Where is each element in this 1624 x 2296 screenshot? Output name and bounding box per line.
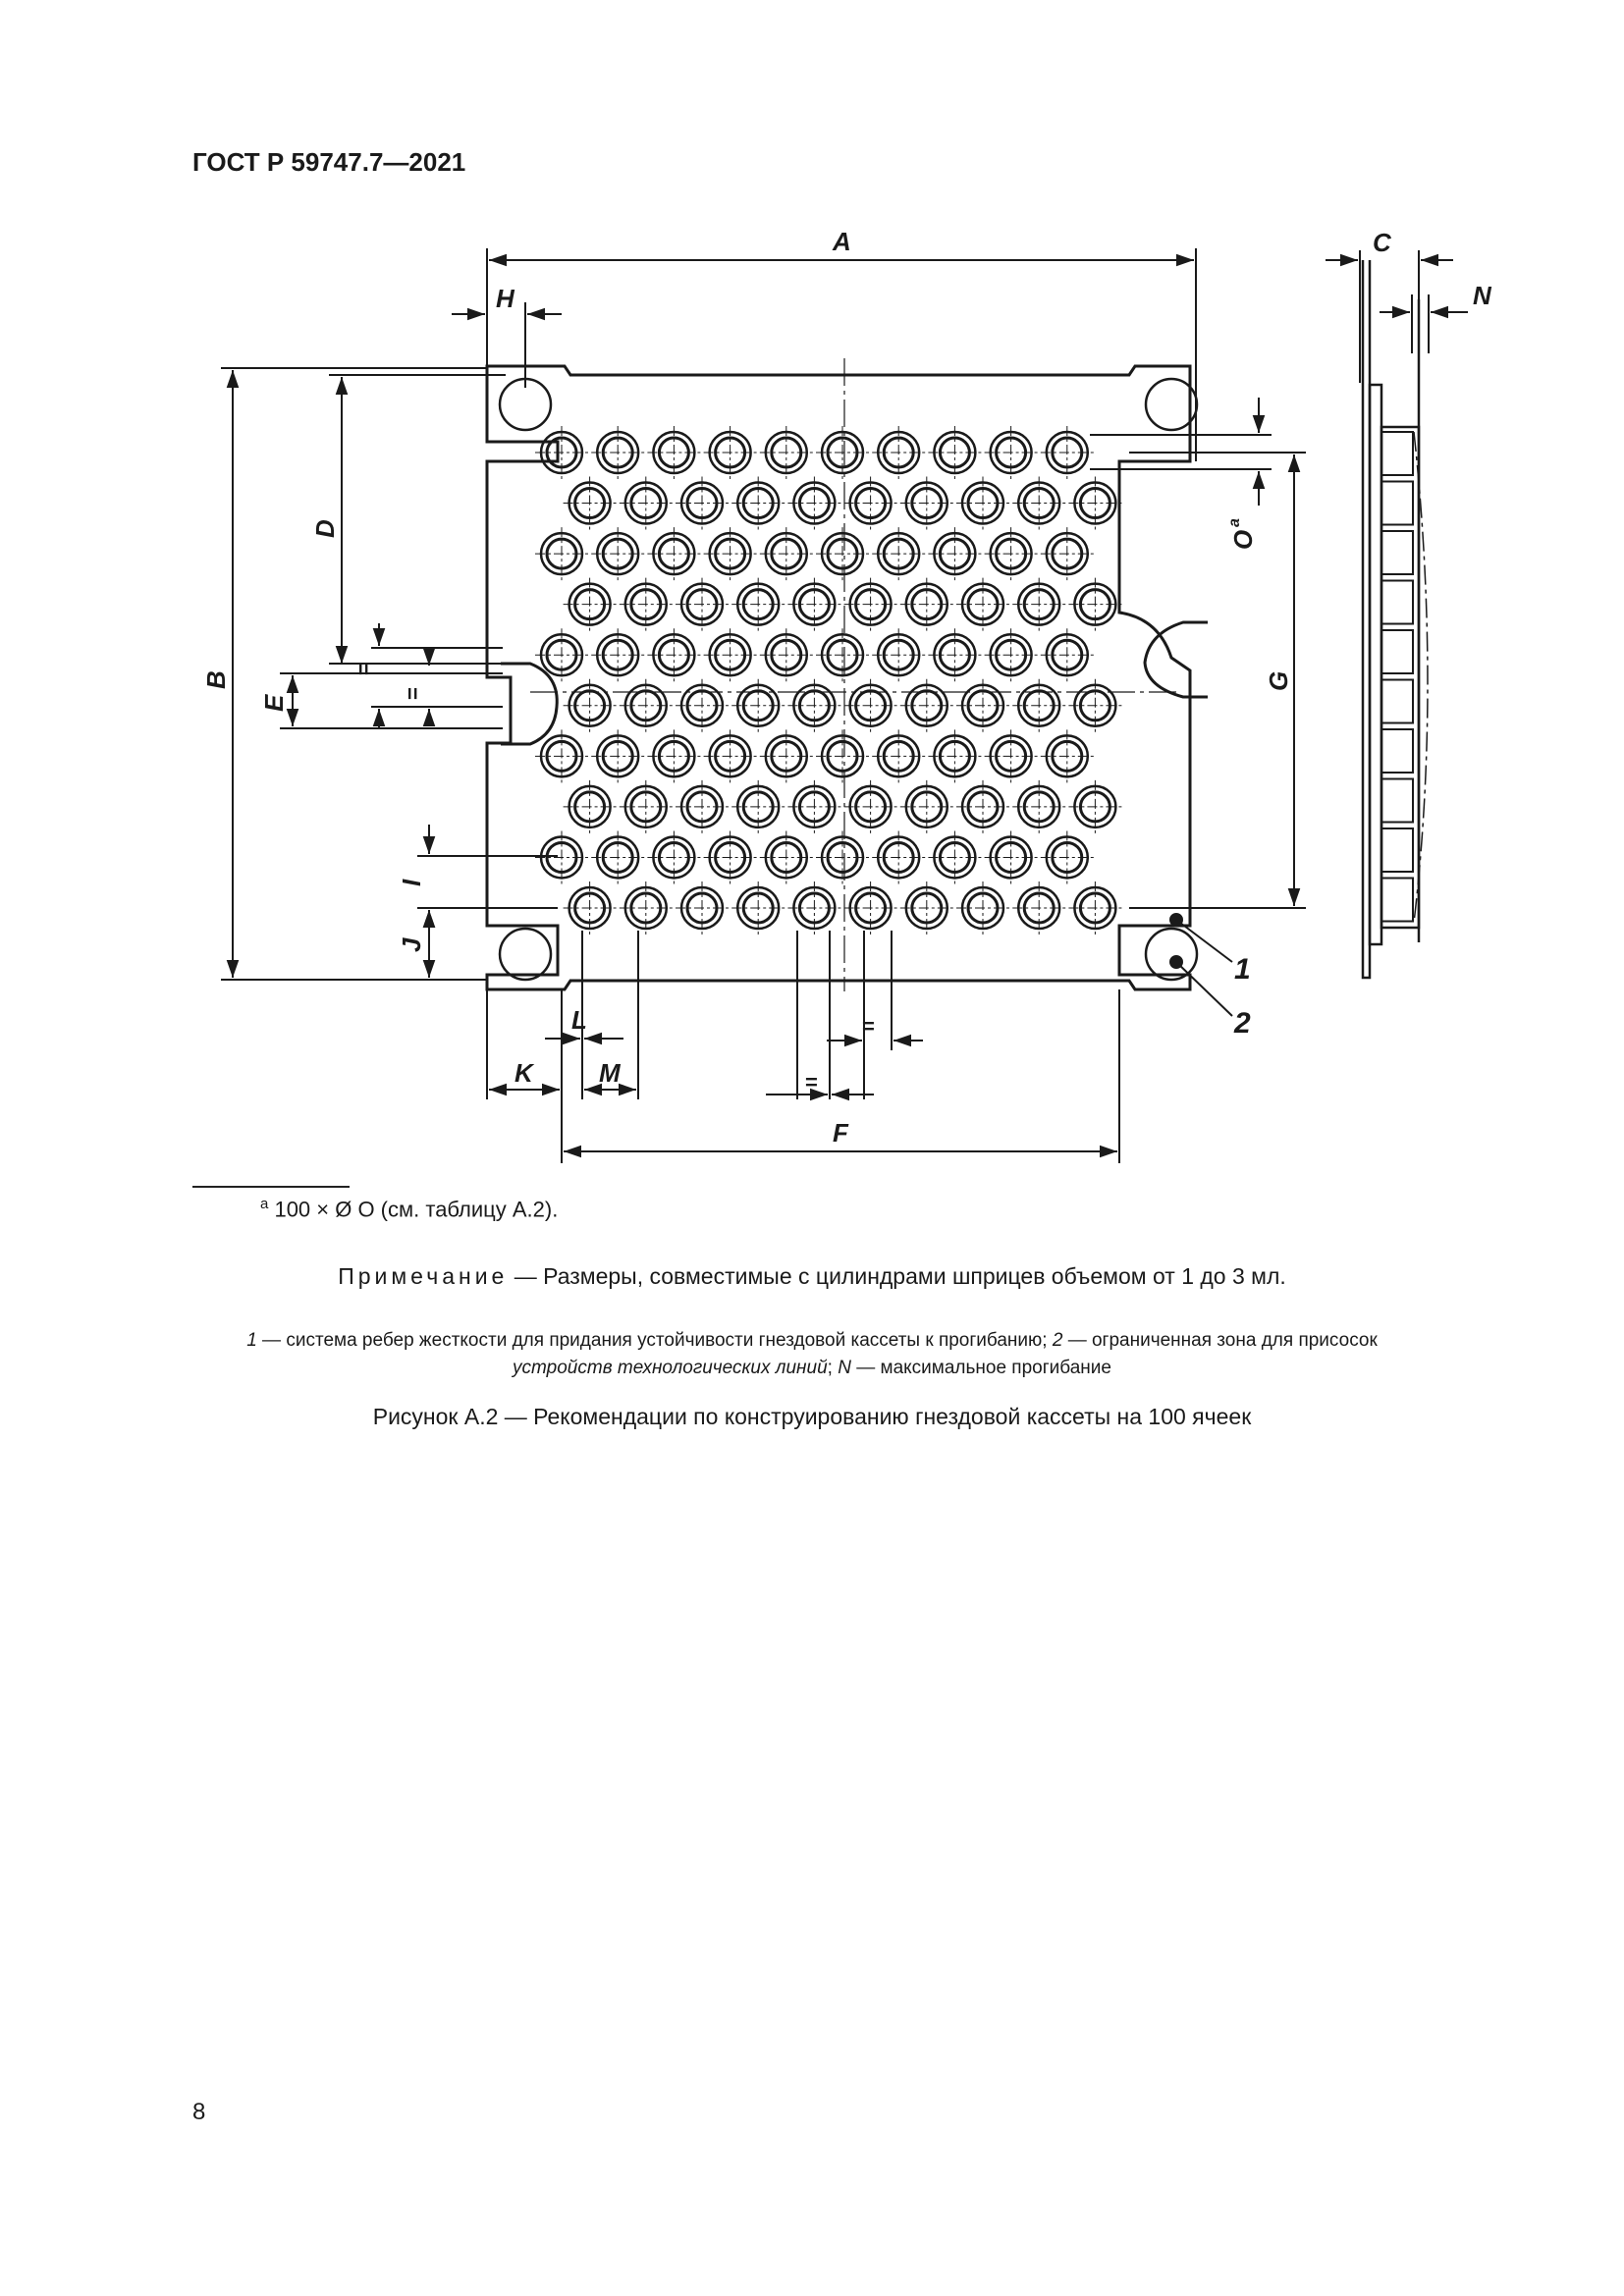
- nest-cell: [591, 729, 644, 782]
- nest-cell: [704, 729, 757, 782]
- nest-cell: [647, 628, 700, 681]
- document-header: ГОСТ Р 59747.7—2021: [192, 147, 466, 177]
- nest-cell: [704, 830, 757, 883]
- nest-cell: [928, 729, 981, 782]
- nest-cell: [956, 679, 1009, 732]
- nest-cell: [928, 527, 981, 580]
- figure-legend: [147, 1327, 1477, 1382]
- side-view-cell: [1381, 680, 1413, 723]
- nest-cell: [535, 628, 588, 681]
- label-g: G: [1264, 670, 1293, 691]
- nest-cell: [647, 729, 700, 782]
- nest-cell: [787, 780, 840, 833]
- nest-cell: [1068, 578, 1121, 631]
- dim-e: [280, 673, 503, 728]
- nest-cell: [760, 426, 813, 479]
- nest-cell: [731, 578, 785, 631]
- note: [0, 1263, 1624, 1290]
- side-view-cell: [1381, 432, 1413, 475]
- side-view-cell: [1381, 581, 1413, 624]
- nest-cell: [872, 628, 925, 681]
- nest-cell: [704, 527, 757, 580]
- label-o: O: [1228, 529, 1258, 550]
- nest-cell: [816, 729, 869, 782]
- nest-cell: [956, 881, 1009, 934]
- nest-cell: [1041, 426, 1094, 479]
- footnote-text: 100 × Ø O (см. таблицу А.2).: [268, 1197, 559, 1222]
- callout-2: 2: [1234, 1007, 1251, 1040]
- nest-cell: [1068, 881, 1121, 934]
- nest-cell: [535, 527, 588, 580]
- side-view-cells: [1381, 432, 1413, 922]
- nest-cell: [985, 830, 1038, 883]
- nest-cell: [985, 527, 1038, 580]
- nest-cell: [591, 830, 644, 883]
- nest-cell: [1068, 679, 1121, 732]
- side-view-cell: [1381, 531, 1413, 574]
- nest-cell: [591, 426, 644, 479]
- nest-cell: [591, 628, 644, 681]
- nest-cell: [564, 881, 617, 934]
- nest-cell: [647, 830, 700, 883]
- nest-cell: [591, 527, 644, 580]
- nest-cell: [985, 628, 1038, 681]
- legend-num-n: N: [838, 1358, 851, 1378]
- nest-cell: [535, 426, 588, 479]
- nest-cell: [1068, 780, 1121, 833]
- side-view-cell: [1381, 779, 1413, 823]
- label-i: I: [397, 879, 426, 886]
- dim-n: [1380, 294, 1468, 353]
- nest-cell: [956, 780, 1009, 833]
- nest-cell: [844, 477, 897, 530]
- label-n: N: [1473, 281, 1491, 310]
- label-a: A: [833, 227, 851, 256]
- nest-cell: [676, 578, 729, 631]
- label-o-sup: a: [1226, 518, 1243, 527]
- nest-cell: [985, 426, 1038, 479]
- footnote: [260, 1196, 558, 1222]
- label-h: H: [496, 284, 514, 313]
- label-k: K: [514, 1058, 533, 1088]
- nest-cell: [872, 830, 925, 883]
- nest-cell: [564, 679, 617, 732]
- figure-caption: Рисунок А.2 — Рекомендации по конструированию гнездовой кассеты на 100 ячеек: [372, 1404, 1252, 1429]
- nest-cell: [1068, 477, 1121, 530]
- nest-cell: [620, 780, 673, 833]
- nest-cell: [1041, 628, 1094, 681]
- nest-cell: [704, 426, 757, 479]
- nest-cell: [985, 729, 1038, 782]
- nest-cell: [731, 780, 785, 833]
- nest-cell: [928, 426, 981, 479]
- dim-a: [487, 248, 1196, 461]
- nest-cell: [760, 729, 813, 782]
- nest-cell: [676, 780, 729, 833]
- dim-equal-left: [371, 623, 503, 728]
- nest-cell: [900, 578, 953, 631]
- nest-cell: [620, 477, 673, 530]
- nest-cell: [844, 578, 897, 631]
- nest-cell: [1012, 780, 1065, 833]
- nest-cell: [731, 679, 785, 732]
- nest-cell: [900, 477, 953, 530]
- nest-cell: [787, 881, 840, 934]
- nest-cell: [676, 881, 729, 934]
- nest-cell: [872, 426, 925, 479]
- side-view-cell: [1381, 879, 1413, 922]
- callout-1: 1: [1234, 953, 1251, 986]
- nest-cell: [844, 881, 897, 934]
- label-j: J: [397, 937, 426, 952]
- label-b: B: [201, 670, 231, 689]
- nest-cell: [535, 830, 588, 883]
- nest-cell: [564, 780, 617, 833]
- equal-mark-bottom-2: =: [805, 1070, 818, 1095]
- nest-cell: [816, 426, 869, 479]
- nest-cell: [564, 477, 617, 530]
- legend-text-2b: устройств технологических линий: [513, 1358, 828, 1378]
- nest-cell: [816, 830, 869, 883]
- nest-cell: [872, 527, 925, 580]
- label-c: C: [1373, 228, 1391, 257]
- label-f: F: [833, 1118, 848, 1148]
- nest-cell: [844, 780, 897, 833]
- nest-cell: [1012, 679, 1065, 732]
- page-number: 8: [192, 2099, 206, 2125]
- nest-cell: [1041, 729, 1094, 782]
- nest-cell: [1012, 477, 1065, 530]
- nest-cell: [760, 628, 813, 681]
- equal-mark-left-2: =: [401, 687, 425, 700]
- footnote-marker: a: [260, 1196, 269, 1212]
- side-view: [1363, 260, 1428, 978]
- nest-cell: [620, 881, 673, 934]
- nest-cell: [1012, 578, 1065, 631]
- legend-text-1: — система ребер жесткости для придания устойчивости гнездовой кассеты к прогибанию;: [256, 1330, 1053, 1351]
- nest-cell: [872, 729, 925, 782]
- legend-text-n: — максимальное прогибание: [850, 1358, 1111, 1378]
- nest-cell: [620, 679, 673, 732]
- dim-d: [329, 375, 506, 664]
- nest-cell: [676, 477, 729, 530]
- dim-j: [417, 910, 487, 980]
- nest-cell: [704, 628, 757, 681]
- nest-cell: [647, 527, 700, 580]
- equal-mark-left-1: =: [352, 663, 376, 675]
- nest-cell: [731, 881, 785, 934]
- nest-grid: [535, 426, 1121, 934]
- nest-cell: [900, 679, 953, 732]
- side-view-cell: [1381, 482, 1413, 525]
- nest-cell: [564, 578, 617, 631]
- label-d: D: [310, 519, 340, 538]
- nest-cell: [760, 830, 813, 883]
- dim-c: [1326, 250, 1453, 383]
- legend-num-2: 2: [1052, 1330, 1063, 1351]
- side-view-cell: [1381, 828, 1413, 872]
- nest-cell: [620, 578, 673, 631]
- nest-cell: [900, 881, 953, 934]
- nest-cell: [787, 578, 840, 631]
- note-text: — Размеры, совместимые с цилиндрами шприцев объемом от 1 до 3 мл.: [508, 1263, 1286, 1289]
- nest-cell: [928, 830, 981, 883]
- note-label: Примечание: [338, 1263, 509, 1289]
- equal-mark-bottom-1: =: [862, 1014, 875, 1039]
- nest-cell: [1041, 830, 1094, 883]
- nest-cell: [956, 477, 1009, 530]
- side-view-cell: [1381, 630, 1413, 673]
- nest-cell: [900, 780, 953, 833]
- nest-cell: [647, 426, 700, 479]
- legend-text-2c: ;: [827, 1358, 839, 1378]
- legend-text-2a: — ограниченная зона для присосок: [1062, 1330, 1378, 1351]
- nest-cell: [816, 628, 869, 681]
- nest-cell: [816, 527, 869, 580]
- nest-cell: [676, 679, 729, 732]
- nest-cell: [731, 477, 785, 530]
- nest-cell: [760, 527, 813, 580]
- nest-cell: [787, 679, 840, 732]
- label-l: L: [571, 1005, 587, 1035]
- label-e: E: [259, 694, 289, 712]
- nest-cell: [928, 628, 981, 681]
- side-view-cell: [1381, 729, 1413, 773]
- nest-cell: [1012, 881, 1065, 934]
- nest-cell: [956, 578, 1009, 631]
- legend-num-1: 1: [246, 1330, 257, 1351]
- footnote-rule: [192, 1186, 350, 1188]
- nest-cell: [1041, 527, 1094, 580]
- label-m: M: [599, 1058, 621, 1088]
- nest-cell: [844, 679, 897, 732]
- nest-cell: [787, 477, 840, 530]
